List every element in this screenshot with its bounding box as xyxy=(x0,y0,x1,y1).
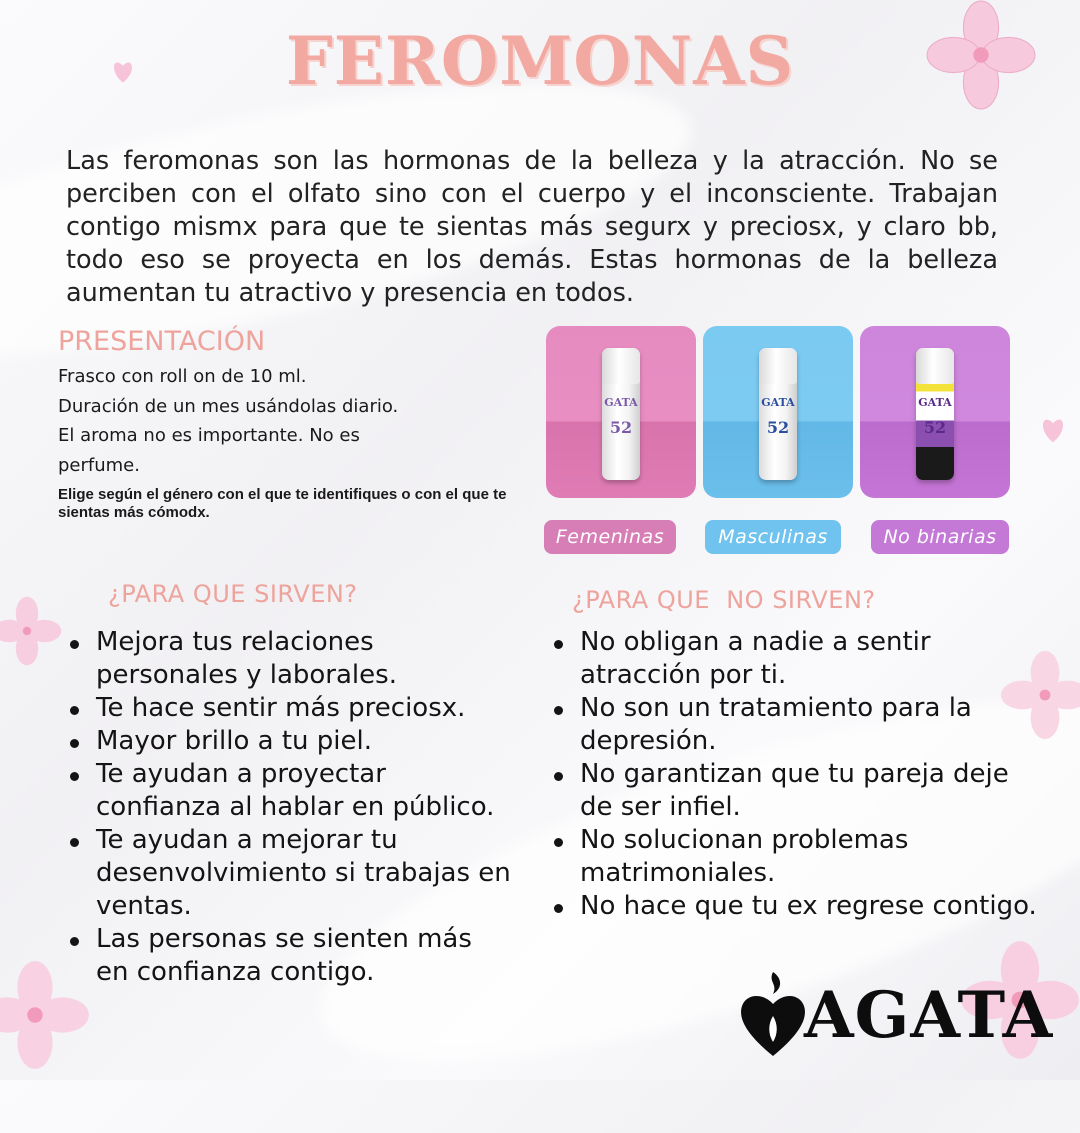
bottle-number: 52 xyxy=(923,418,947,437)
list-item: No solucionan problemas matrimoniales. xyxy=(550,824,950,890)
sirven-heading: ¿PARA QUE SIRVEN? xyxy=(108,580,358,608)
list-item: No son un tratamiento para la depresión. xyxy=(550,692,1000,758)
bottle-brand: GATA xyxy=(918,396,952,409)
flower-decoration xyxy=(1034,408,1072,446)
no-sirven-list xyxy=(550,626,1050,923)
bottle-brand: GATA xyxy=(761,396,795,409)
presentation-line: El aroma no es importante. No es perfume. xyxy=(58,425,360,476)
intro-paragraph: Las feromonas son las hormonas de la belleza y la atracción. No se perciben con el olfato sino con el cuerpo y el inconsciente. Trabajan contigo mismx para que te sientas más segurx y preciosx, y claro bb, todo eso se proyecta en los demás. Estas hormonas de la belleza aumentan tu atractivo y presencia en todos. xyxy=(66,146,998,308)
page-title: FEROMONAS xyxy=(285,22,795,100)
list-item: Te hace sentir más preciosx. xyxy=(66,692,516,725)
presentation-details xyxy=(58,362,488,480)
sirven-list xyxy=(66,626,516,989)
bottle-brand: GATA xyxy=(604,396,638,409)
flower-decoration xyxy=(0,596,62,666)
presentation-line: Duración de un mes usándolas diario. xyxy=(58,395,399,417)
label-no-binarias: No binarias xyxy=(871,520,1009,554)
presentation-line: Frasco con roll on de 10 ml. xyxy=(58,366,307,387)
heart-flame-icon xyxy=(738,968,808,1058)
bottle-number: 52 xyxy=(609,418,633,437)
perfume-bottle-image xyxy=(602,348,640,480)
presentation-heading: PRESENTACIÓN xyxy=(58,326,266,357)
list-item: No obligan a nadie a sentir atracción por ti. xyxy=(550,626,970,692)
list-item: Te ayudan a proyectar confianza al hablar en público. xyxy=(66,758,516,824)
list-item: No garantizan que tu pareja deje de ser infiel. xyxy=(550,758,1030,824)
product-card-masculinas xyxy=(703,326,853,498)
list-item: Las personas se sienten más en confianza contigo. xyxy=(66,923,496,989)
logo-text: AGATA xyxy=(804,978,1054,1053)
presentation-note: Elige según el género con el que te identifiques o con el que te sientas más cómodx. xyxy=(58,486,507,521)
no-sirven-heading: ¿PARA QUE NO SIRVEN? xyxy=(572,586,876,614)
perfume-bottle-image xyxy=(759,348,797,480)
list-item: No hace que tu ex regrese contigo. xyxy=(550,890,1050,923)
label-masculinas: Masculinas xyxy=(705,520,841,554)
list-item: Mayor brillo a tu piel. xyxy=(66,725,516,758)
brand-logo xyxy=(738,968,1054,1058)
label-femeninas: Femeninas xyxy=(544,520,676,554)
product-card-no-binarias xyxy=(860,326,1010,498)
perfume-bottle-image xyxy=(916,348,954,480)
bottle-number: 52 xyxy=(766,418,790,437)
product-card-femeninas xyxy=(546,326,696,498)
list-item: Te ayudan a mejorar tu desenvolvimiento si trabajas en ventas. xyxy=(66,824,516,923)
list-item: Mejora tus relaciones personales y laborales. xyxy=(66,626,426,692)
